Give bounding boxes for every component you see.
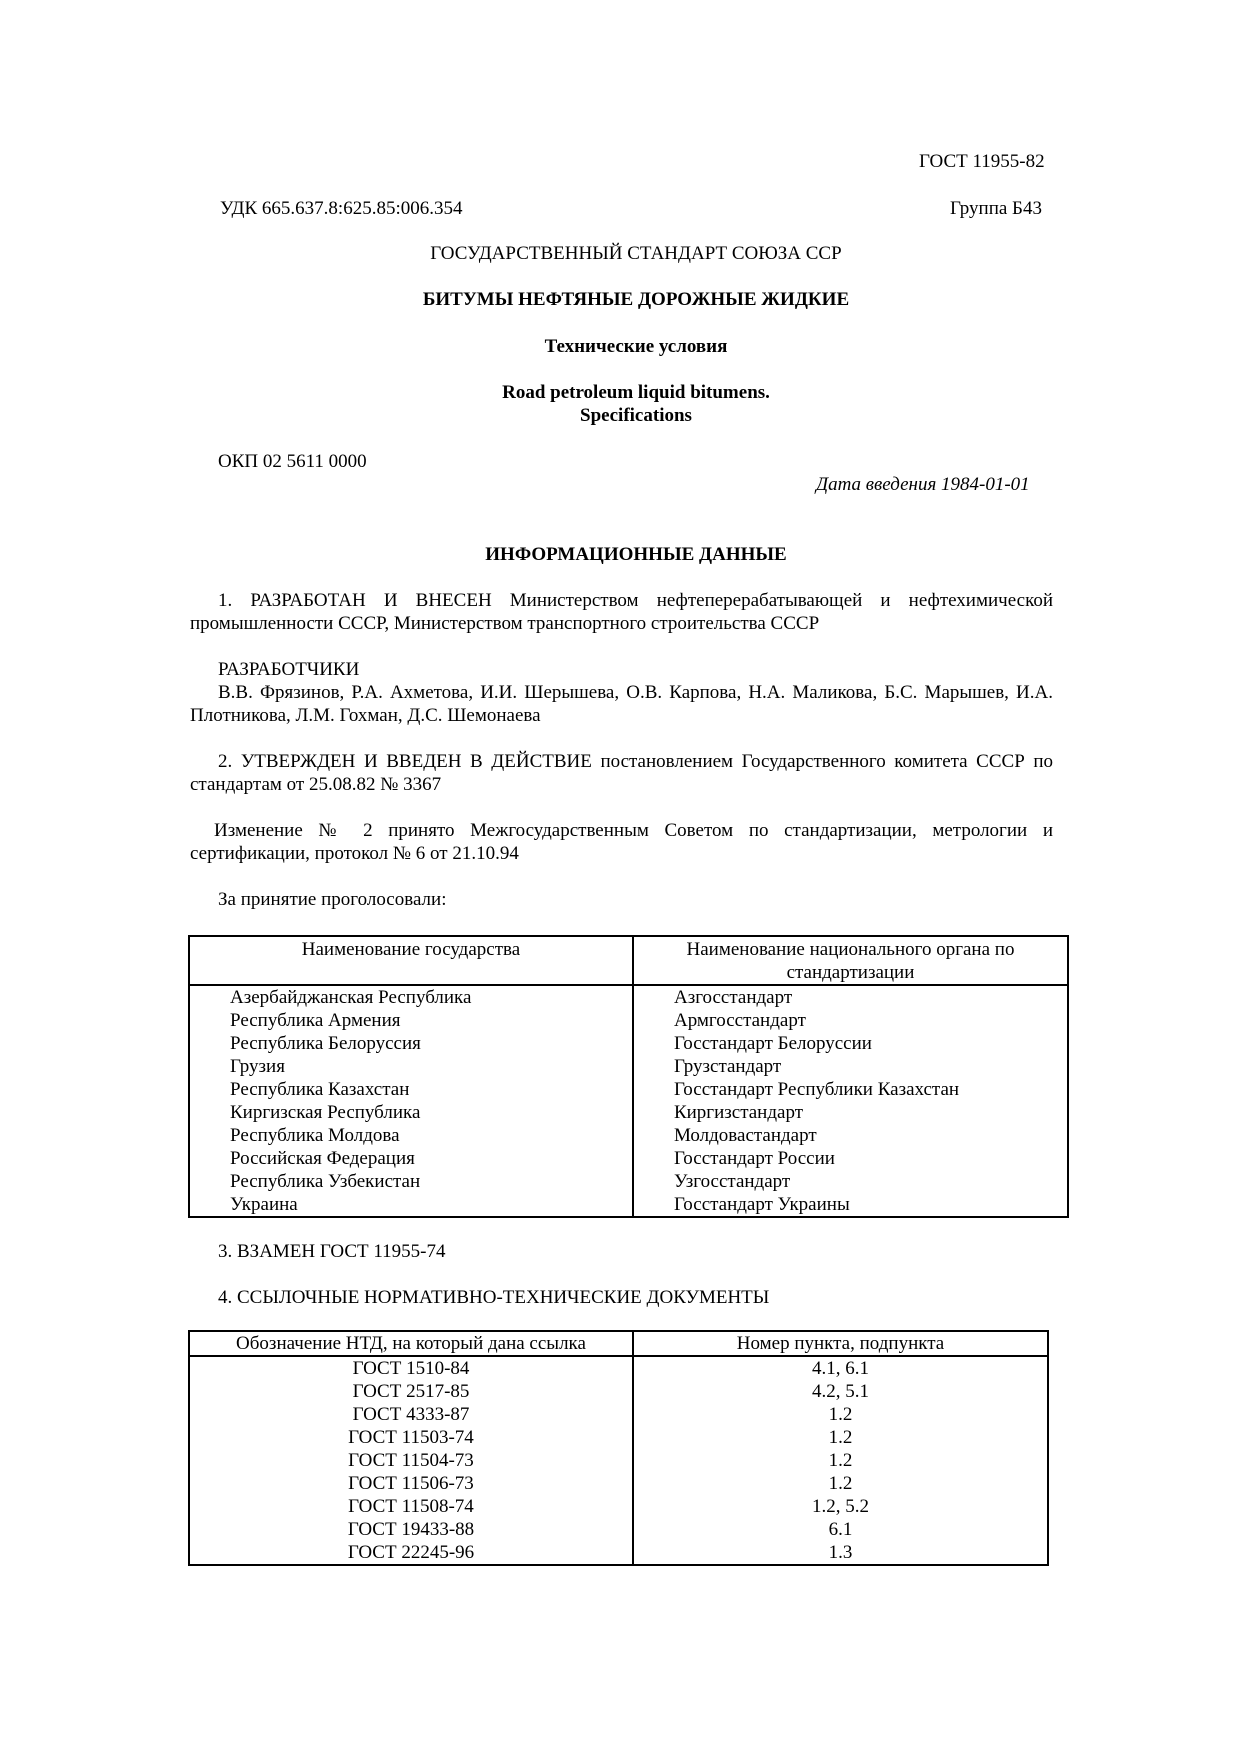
ref-clause: 1.2, 5.2 [811,1496,869,1517]
paragraph-change-text: Изменение № 2 принято Межгосударственным Советом по стандартизации, метрологии и сертификации, протокол № 6 от 21.10.94 [190,820,1053,864]
state-name: Республика Армения [189,1009,633,1032]
state-body: Госстандарт Украины [673,1194,850,1215]
paragraph-approved [190,750,1053,796]
document-subtitle: Технические условия [544,336,728,357]
table-row [189,1124,1068,1147]
table-row [189,1170,1068,1193]
table-row [189,1101,1068,1124]
table-row [189,1518,1048,1541]
ref-document: ГОСТ 11506-73 [189,1472,633,1495]
ref-clause: 1.2 [828,1473,853,1494]
references-table [188,1330,1049,1566]
table-row [189,1055,1068,1078]
references-table-header [189,1331,1048,1356]
paragraph-developed [190,589,1053,635]
ref-document: ГОСТ 11508-74 [189,1495,633,1518]
ref-document: ГОСТ 1510-84 [189,1356,633,1380]
state-name: Грузия [189,1055,633,1078]
state-name: Азербайджанская Республика [189,985,633,1009]
table-row [189,1147,1068,1170]
state-name: Российская Федерация [189,1147,633,1170]
paragraph-references: 4. ССЫЛОЧНЫЕ НОРМАТИВНО-ТЕХНИЧЕСКИЕ ДОКУМЕНТЫ [218,1287,770,1308]
refs-col-document: Обозначение НТД, на который дана ссылка [189,1331,633,1356]
table-row [189,1078,1068,1101]
table-row [189,1356,1048,1380]
state-body: Госстандарт Белоруссии [673,1033,872,1054]
state-body: Узгосстандарт [673,1171,791,1192]
paragraph-change [190,819,1053,865]
ref-clause: 1.2 [828,1450,853,1471]
table-row [189,1193,1068,1217]
states-table [188,935,1069,1218]
state-body: Армгосстандарт [673,1010,806,1031]
developers-list-text: В.В. Фрязинов, Р.А. Ахметова, И.И. Шерышева, О.В. Карпова, Н.А. Маликова, Б.С. Марышев, И.А. Плотникова, Л.М. Гохман, Д.С. Шемонаева [190,682,1053,726]
refs-col-clause: Номер пункта, подпункта [633,1331,1048,1356]
ref-clause: 1.2 [828,1404,853,1425]
ref-document: ГОСТ 11504-73 [189,1449,633,1472]
table-row [189,1495,1048,1518]
state-body: Киргизстандарт [673,1102,803,1123]
udk-code: УДК 665.637.8:625.85:006.354 [220,198,463,219]
ref-clause: 4.2, 5.1 [811,1381,869,1402]
paragraph-replaces: 3. ВЗАМЕН ГОСТ 11955-74 [218,1241,446,1262]
states-col-state: Наименование государства [189,936,633,985]
paragraph-developed-text: 1. РАЗРАБОТАН И ВНЕСЕН Министерством нефтеперерабатывающей и нефтехимической промышленности СССР, Министерством транспортного строительства СССР [190,590,1053,634]
okp-code: ОКП 02 5611 0000 [218,451,367,472]
info-heading: ИНФОРМАЦИОННЫЕ ДАННЫЕ [485,544,787,565]
group-code: Группа Б43 [950,198,1042,219]
standard-name: ГОСУДАРСТВЕННЫЙ СТАНДАРТ СОЮЗА ССР [430,243,842,264]
state-body: Молдовастандарт [673,1125,817,1146]
state-name: Украина [189,1193,633,1217]
table-row [189,1403,1048,1426]
state-body: Грузстандарт [673,1056,782,1077]
table-row [189,1449,1048,1472]
ref-document: ГОСТ 2517-85 [189,1380,633,1403]
gost-number: ГОСТ 11955-82 [919,151,1045,172]
ref-document: ГОСТ 19433-88 [189,1518,633,1541]
english-title-line2: Specifications [580,405,692,426]
state-name: Республика Казахстан [189,1078,633,1101]
table-row [189,1426,1048,1449]
table-row [189,1380,1048,1403]
state-name: Республика Молдова [189,1124,633,1147]
state-name: Республика Узбекистан [189,1170,633,1193]
ref-clause: 1.2 [828,1427,853,1448]
table-row [189,1472,1048,1495]
ref-clause: 4.1, 6.1 [811,1358,869,1379]
state-body: Азгосстандарт [673,987,793,1008]
english-title-line1: Road petroleum liquid bitumens. [502,382,770,403]
document-title: БИТУМЫ НЕФТЯНЫЕ ДОРОЖНЫЕ ЖИДКИЕ [422,289,850,310]
ref-document: ГОСТ 11503-74 [189,1426,633,1449]
states-col-body: Наименование национального органа по стандартизации [633,936,1068,985]
developers-label: РАЗРАБОТЧИКИ [218,659,360,680]
developers-list [190,681,1053,727]
state-name: Киргизская Республика [189,1101,633,1124]
state-body: Госстандарт Республики Казахстан [673,1079,960,1100]
state-body: Госстандарт России [673,1148,835,1169]
states-table-header [189,936,1068,985]
table-row [189,985,1068,1009]
ref-clause: 1.3 [828,1542,853,1563]
table-row [189,1541,1048,1565]
introduction-date: Дата введения 1984-01-01 [816,474,1030,495]
paragraph-approved-text: 2. УТВЕРЖДЕН И ВВЕДЕН В ДЕЙСТВИЕ постановлением Государственного комитета СССР по стандартам от 25.08.82 № 3367 [190,751,1053,795]
state-name: Республика Белоруссия [189,1032,633,1055]
voted-label: За принятие проголосовали: [218,889,447,910]
ref-clause: 6.1 [828,1519,853,1540]
ref-document: ГОСТ 22245-96 [189,1541,633,1565]
table-row [189,1032,1068,1055]
ref-document: ГОСТ 4333-87 [189,1403,633,1426]
table-row [189,1009,1068,1032]
